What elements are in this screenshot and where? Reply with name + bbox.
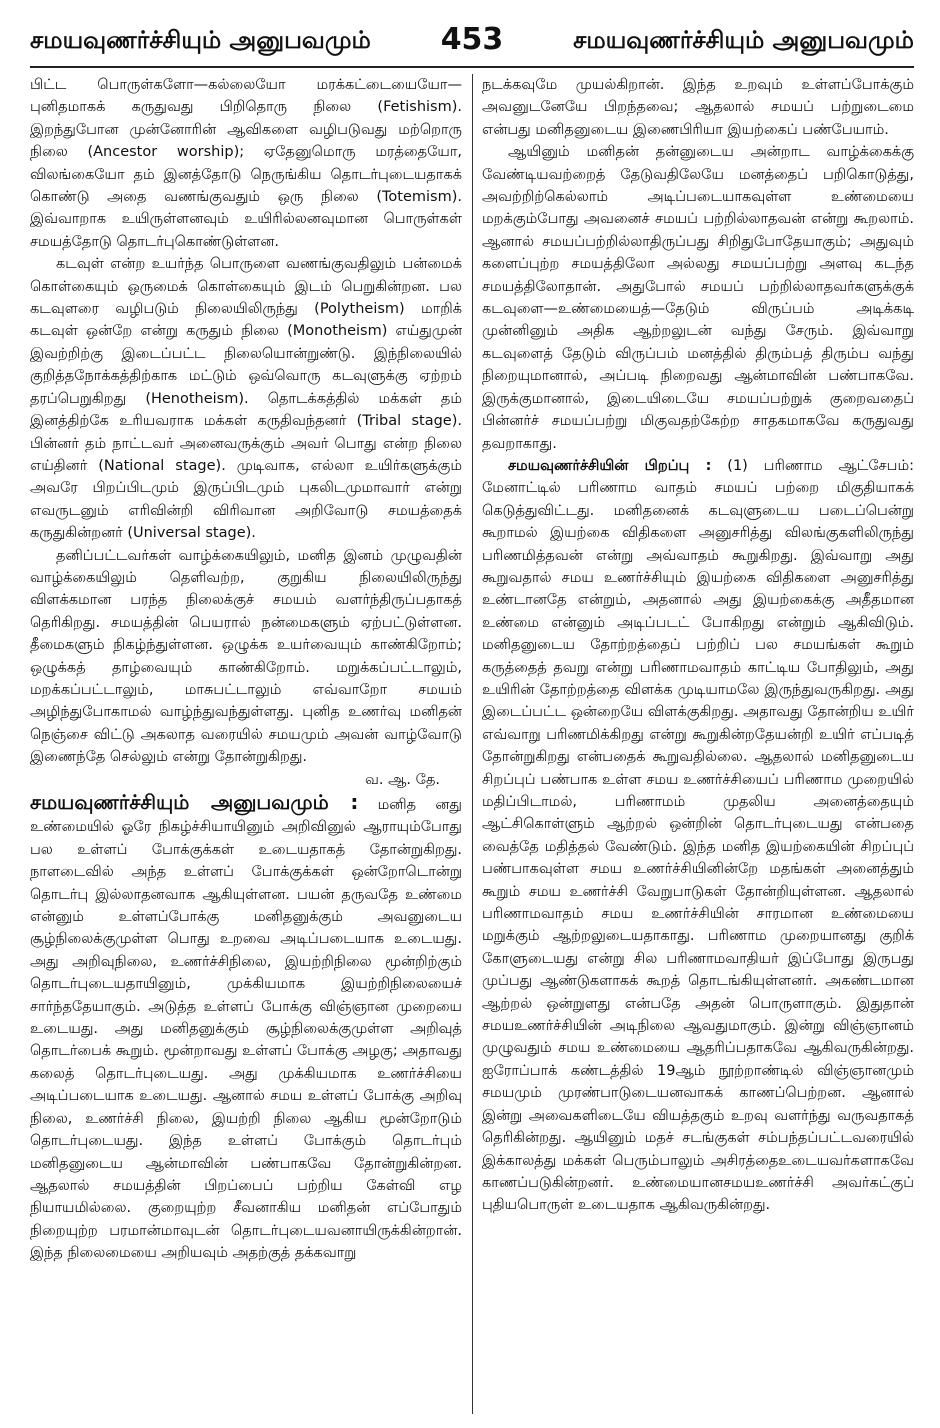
paragraph: நடக்கவுமே முயல்கிறான். இந்த உறவும் உள்ளப்போக்கும் அவனுடனேயே பிறந்தவை; ஆதலால் சமயப் பற்றுடைமை என்பது மனிதனுடைய இணைபிரியா இயற்கைப் பண்பேயாம்.: [482, 77, 914, 138]
running-title-left: சமயவுணர்ச்சியும் அனுபவமும்: [30, 26, 371, 54]
subsection-title: சமயவுணர்ச்சியின் பிறப்பு :: [508, 457, 712, 474]
paragraph-text: மனித னது உண்மையில் ஓரே நிகழ்ச்சியாயினும் அறிவினுல் ஆராயும்போது பல உள்ளப் போக்குக்கள் உடையதாகத் தோன்றுகிறது. நாளடைவில் அந்த உள்ளப் போக்குக்கள் ஒன்றோடொன்று தொடர்பு இல்லாதனவாக ஆகியுள்ளன. பயன் தருவதே உண்மை என்னும் உள்ளப்போக்கு மனிதனுக்கும் அவனுடைய சூழ்நிலைக்குமுள்ள பொது உறவை அடிப்படையாக உடையது. அது அறிவுநிலை, உணர்ச்சிநிலை, இயற்றிநிலை மூன்றிற்கும் தொடர்புடையதாயினும், முக்கியமாக இயற்றிநிலையைச் சார்ந்ததேயாகும். அடுத்த உள்ளப் போக்கு விஞ்ஞான முறையை உடையது. அது மனிதனுக்கும் சூழ்நிலைக்குமுள்ள அறிவுத் தொடர்பைக் கூறும். மூன்றாவது உள்ளப் போக்கு அழகு; அதாவது கலைத் தொடர்புடையது. அது முக்கியமாக உணர்ச்சியை அடிப்படையாக உடையது. ஆனால் சமய உள்ளப் போக்கு அறிவு நிலை, உணர்ச்சி நிலை, இயற்றி நிலை ஆகிய மூன்றோடும் தொடர்புடையது. இந்த உள்ளப் போக்கும் தொடர்பும் மனிதனுடைய ஆன்மாவின் பண்பாகவே தோன்றுகின்றன. ஆதலால் சமயத்தின் பிறப்பைப் பற்றிய கேள்வி எழ நியாயமில்லை. குறையுற்ற சீவனாகிய மனிதன் எப்போதும் நிறையுற்ற பரமான்மாவுடன் தொடர்புடையவனாயிருக்கின்றான். இந்த நிலைமையை அறியவும் அதற்குத் தக்கவாறு: [30, 797, 462, 1262]
author-initials: வ. ஆ. தே.: [365, 771, 440, 788]
paragraph: ஆயினும் மனிதன் தன்னுடைய அன்றாட வாழ்க்கைக்கு வேண்டியவற்றைத் தேடுவதிலேயே மனத்தைப் பறிகொடுத்து, அவற்றிற்கெல்லாம் அடிப்படையாகவுள்ள உண்மையை மறக்கும்போது அவனைச் சமயப் பற்றில்லாதவன் என்று கூறலாம். ஆனால் சமயப்பற்றில்லாதிருப்பது சிறிதுபோதேயாகும்; அதுவும் களைப்புற்ற சமயத்திலோ அல்லது சமயப்பற்று அளவு கடந்த சமயத்திலோதான். அதுபோல் சமயப் பற்றில்லாதவர்களுக்குக் கடவுளை—உண்மையைத்—தேடும் விருப்பம் அடிக்கடி முன்னினும் அதிக ஆற்றலுடன் வந்து சேரும். இவ்வாறு கடவுளைத் தேடும் விருப்பம் மனத்தில் திரும்பத் திரும்ப வந்து நிறையுமானால், அப்படி நிறைவது ஆன்மாவின் பண்பாகவே. இருக்குமானால், இடையிடையே சமயப்பற்றுக் குறைவதைப் பின்னர்ச் சமயப்பற்று மிகுவதற்கேற்ற சாதகமாகவே கருதுவது தவறாகாது.: [482, 144, 914, 452]
left-column: [30, 74, 462, 1414]
two-column-body: [30, 74, 914, 1414]
paragraph: கடவுள் என்ற உயர்ந்த பொருளை வணங்குவதிலும் பன்மைக் கொள்கையும் ஒருமைக் கொள்கையும் இடம் பெறுகின்றன. பல கடவுளரை வழிபடும் நிலையிலிருந்து (Polytheism) மாறிக் கடவுள் ஒன்றே என்று கருதும் நிலை (Monotheism) எய்துமுன் இவற்றிற்கு இடைப்பட்ட நிலையொன்றுண்டு. இந்நிலையில் குறித்தநோக்கத்திற்காக மட்டும் ஒவ்வொரு கடவுளுக்கு ஏற்றம் தரப்பெறுகிறது (Henotheism). தொடக்கத்தில் மக்கள் தம் இனத்திற்கே உரியவராக மக்கள் கருதிவந்தனர் (Tribal stage). பின்னர் தம் நாட்டவர் அனைவருக்கும் அவர் பொது என்ற நிலை எய்தினர் (National stage). முடிவாக, எல்லா உயிர்களுக்கும் அவரே பிறப்பிடமும் இருப்பிடமும் புகலிடமுமாவார் என்று எவருடனும் எரிவின்றி விரிவான அறிவோடு சமயத்தைக் கருதுகின்றனர் (Universal stage).: [30, 256, 462, 542]
running-title-right: சமயவுணர்ச்சியும் அனுபவமும்: [573, 26, 914, 54]
page-number: 453: [440, 22, 504, 57]
subsection-paragraph: [482, 455, 914, 1217]
right-column: [482, 74, 914, 1414]
section-paragraph: [30, 791, 462, 1265]
page-header: [30, 22, 914, 68]
column-divider: [472, 74, 473, 1414]
paragraph-text: (1) பரிணாம ஆட்சேபம்: மேனாட்டில் பரிணாம வாதம் சமயப் பற்றை மிகுதியாகக் கெடுத்துவிட்டது. மனிதனைக் கடவுளுடைய படைப்பென்று கூறாமல் இயற்கை விதிகளை அனுசரித்து விலங்குகளிலிருந்து பரிணமித்தவன் என்று அவ்வாதம் கூறுகிறது. இவ்வாறு அது கூறுவதால் சமய உணர்ச்சியும் இயற்கை விதிகளை அனுசரித்து உண்டானதே என்றும், அதனால் அது இயற்கைக்கு அதீதமான உண்மை என்னும் அடிப்படட் போகிறது என்றும் ஆகிவிடும். மனிதனுடைய தோற்றத்தைப் பற்றிப் பல சமயங்கள் கூறும் கருத்தைத் தவறு என்று பரிணாமவாதம் காட்டிய போதிலும், அது உயிரின் தோற்றத்தை விளக்க முடியாமலே இருந்துவருகிறது. அது இடைப்பட்ட ஒன்றையே விளக்குகிறது. அதாவது தோன்றிய உயிர் எவ்வாறு பரிணமிக்கிறது என்று கூறுகின்றதேயன்றி உயிர் எப்படித் தோன்றுகிறது என்பதைக் கூறுவதில்லை. ஆதலால் மனிதனுடைய சிறப்புப் பண்பாக உள்ள சமய உணர்ச்சியைப் பரிணாம முறையில் மதிப்பிடாமல், பரிணாமம் முதலிய அனைத்தையும் ஆட்சிகொள்ளும் ஆற்றல் ஒன்றின் தொடர்புடையது என்பதை வைத்தே மதித்தல் வேண்டும். இந்த மனித இயற்கையின் சிறப்புப் பண்பாகவுள்ள சமய உணர்ச்சியினின்றே மதங்கள் அனைத்தும் கூறும் சமய உணர்ச்சி வேறுபாடுகள் தோன்றியுள்ளன. ஆதலால் பரிணாமவாதம் சமய உணர்ச்சியின் சாரமான உண்மையை மறுக்கும் ஆற்றலுடையதாகாது. பரிணாம முறையானது குறிக் கோளுடையது என்று சில பரிணாமவாதியர் இப்போது இருபது முப்பது ஆண்டுகளாகக் கூறத் தொடங்கியுள்ளனர். அகண்டமான ஆற்றல் ஒன்றுளது என்பதே அதன் பொருளாகும். இதுதான் சமயஉணர்ச்சியின் அடிநிலை ஆவதுமாகும். இன்று விஞ்ஞானம் முழுவதும் சமய உண்மையை ஆதரிப்பதாகவே ஆகிவருகின்றது. ஐரோப்பாக் கண்டத்தில் 19ஆம் நூற்றாண்டில் விஞ்ஞானமும் சமயமும் முரண்பாடுடையனவாகக் காணப்பெற்றன. ஆனால் இன்று அவைகளிடையே வியத்தகும் உறவு வளர்ந்து வருவதாகத் தெரிகின்றது. ஆயினும் மதச் சடங்குகள் சம்பந்தப்பட்டவரையில் இக்காலத்து மக்கள் பெரும்பாலும் அசிரத்தைஉடையவர்களாகவே காணப்படுகின்றனர். உண்மையானசமயஉணர்ச்சி அவர்கட்குப் புதியபொருள் உடையதாக ஆகிவருகின்றது.: [482, 457, 914, 1214]
paragraph: பிட்ட பொருள்களோ—கல்லையோ மரக்கட்டையையோ—புனிதமாகக் கருதுவது பிறிதொரு நிலை (Fetishism). இறந்துபோன முன்னோரின் ஆவிகளை வழிபடுவது மற்றொரு நிலை (Ancestor worship); ஏதேனுமொரு மரத்தையோ, விலங்கையோ தம் இனத்தோடு நெருங்கிய தொடர்புடையதாகக் கொண்டு அதை வணங்குவதும் ஒரு நிலை (Totemism). இவ்வாறாக உயிருள்ளனவும் உயிரில்லனவுமான பொருள்கள் சமயத்தோடு தொடர்புகொண்டுள்ளன.: [30, 77, 462, 250]
section-title: சமயவுணர்ச்சியும் அனுபவமும் :: [30, 790, 359, 814]
paragraph: தனிப்பட்டவர்கள் வாழ்க்கையிலும், மனித இனம் முழுவதின் வாழ்க்கையிலும் தெளிவற்ற, குறுகிய நிலையிலிருந்து விளக்கமான பரந்த நிலைக்குச் சமயம் வளர்ந்திருப்பதாகத் தெரிகிறது. சமயத்தின் பெயரால் நன்மைகளும் ஏற்பட்டுள்ளன. தீமைகளும் நிகழ்ந்துள்ளன. ஒழுக்க உயர்வையும் காண்கிறோம்; ஒழுக்கத் தாழ்வையும் காண்கிறோம். மறுக்கப்பட்டாலும், மறக்கப்பட்டாலும், மாசுபட்டாலும் எவ்வாறோ சமயம் அழிந்துபோகாமல் வாழ்ந்துவந்துள்ளது. புனித உணர்வு மனிதன் நெஞ்சை விட்டு அகலாத வரையில் சமயமும் அவன் வாழ்வோடு இணைந்தே செல்லும் என்று தோன்றுகிறது.: [30, 547, 462, 766]
